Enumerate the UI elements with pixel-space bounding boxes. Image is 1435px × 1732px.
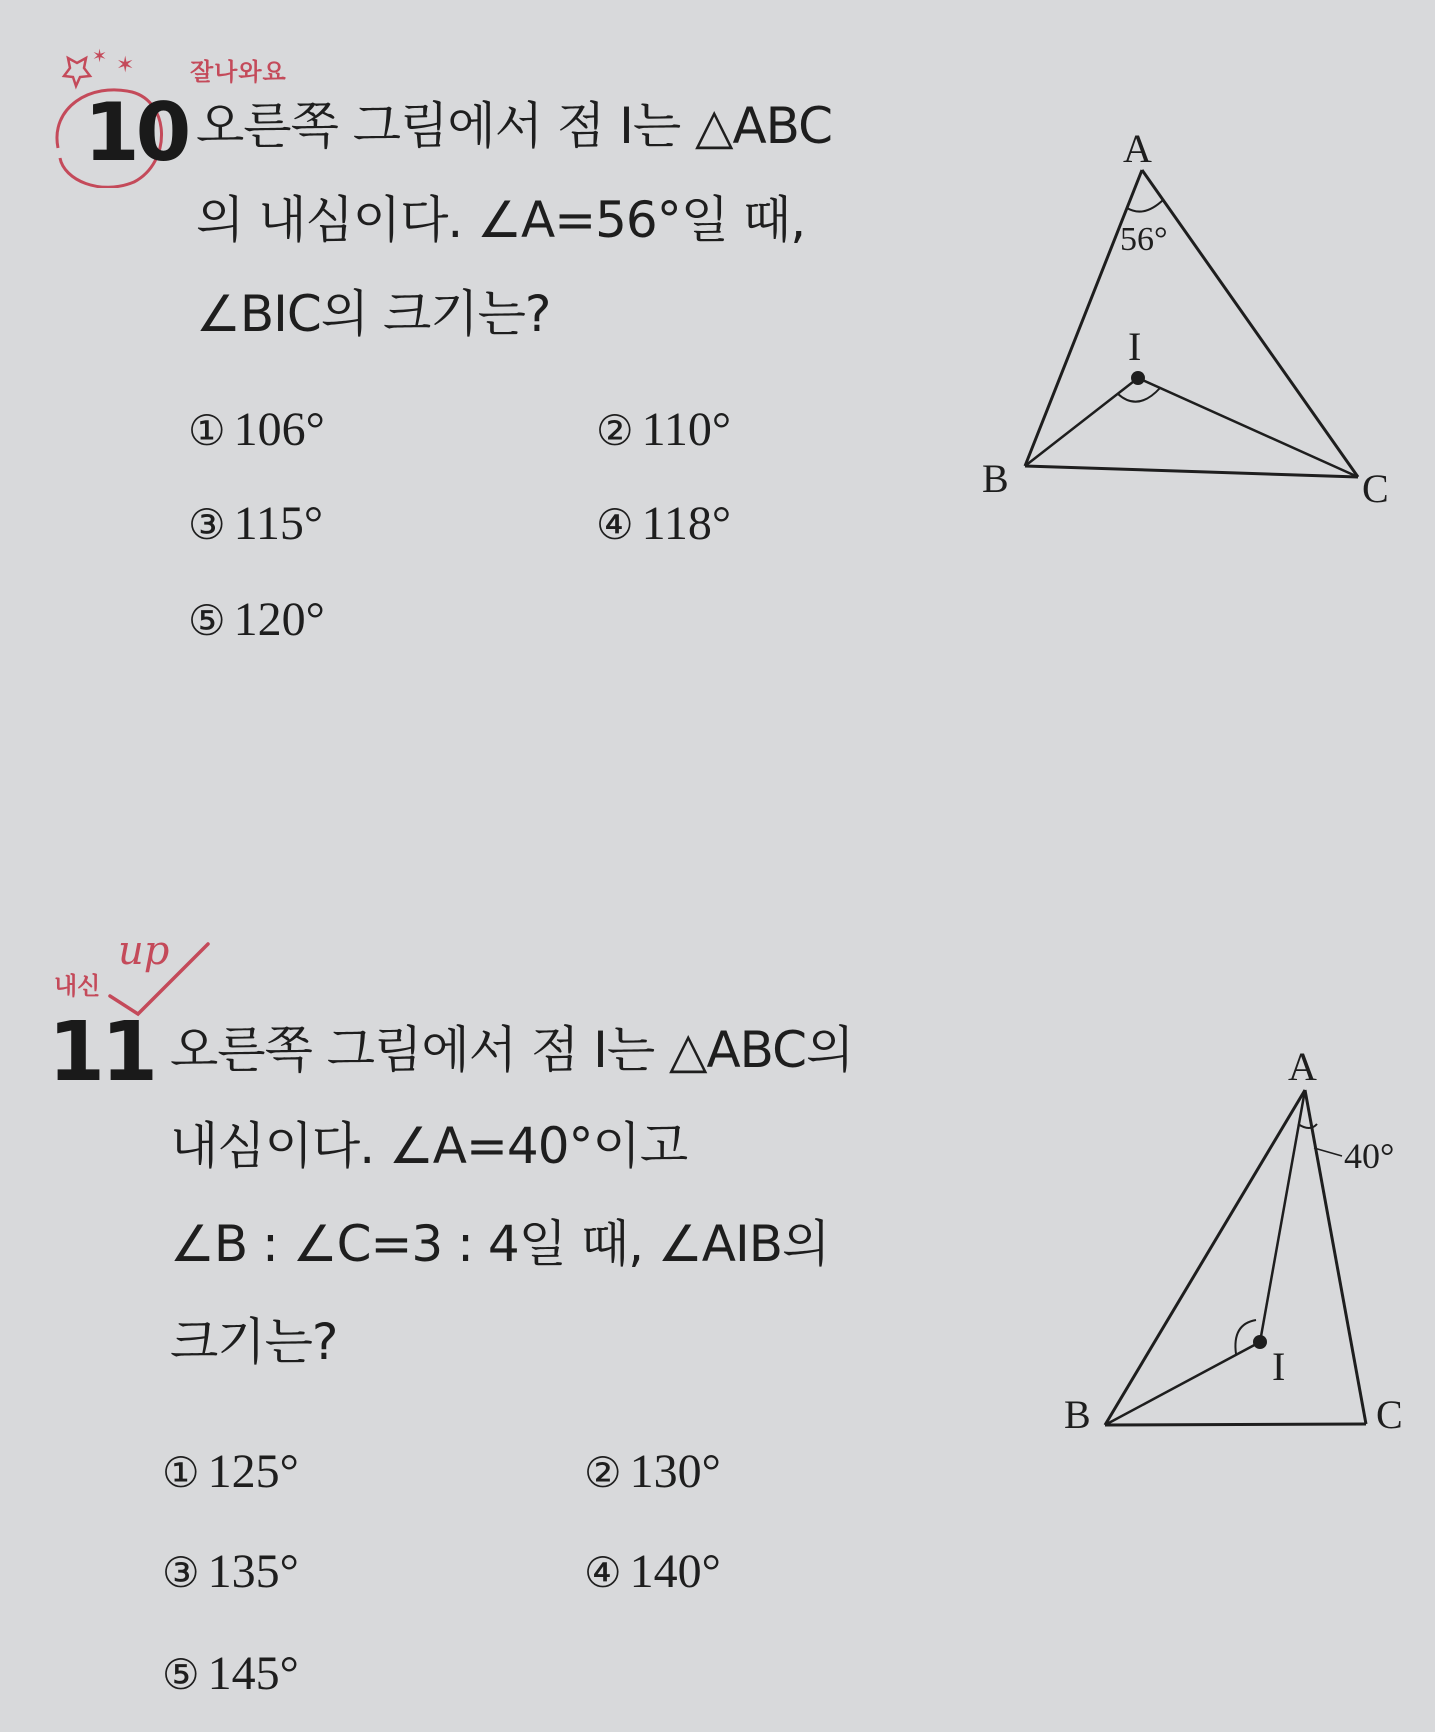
choice-3[interactable] bbox=[188, 496, 323, 553]
choice-4[interactable] bbox=[596, 496, 731, 553]
angle-a-label: 40° bbox=[1344, 1136, 1395, 1176]
problem-number: 10 bbox=[84, 86, 188, 179]
choice-value: 130° bbox=[629, 1445, 721, 1498]
angle-a-label: 56° bbox=[1120, 221, 1168, 258]
choice-mark: ② bbox=[584, 1448, 622, 1497]
vertex-label-b: B bbox=[982, 456, 1009, 501]
question-line-3: ∠BIC의 크기는? bbox=[196, 285, 551, 343]
choice-mark: ② bbox=[596, 406, 634, 455]
choice-mark: ⑤ bbox=[162, 1650, 200, 1699]
vertex-label-c: C bbox=[1376, 1392, 1403, 1437]
incenter-point bbox=[1131, 371, 1145, 385]
vertex-label-a: A bbox=[1288, 1044, 1317, 1089]
badge-up: up bbox=[118, 928, 170, 974]
badge-frequent: 잘나와요 bbox=[190, 58, 287, 86]
svg-text:✶: ✶ bbox=[116, 53, 135, 78]
question-line-2: 내심이다. ∠A=40°이고 bbox=[170, 1117, 688, 1175]
choice-value: 115° bbox=[233, 497, 324, 550]
badge-naesin: 내신 bbox=[54, 972, 101, 1000]
vertex-label-b: B bbox=[1064, 1392, 1091, 1437]
choice-mark: ③ bbox=[188, 500, 226, 549]
choice-value: 120° bbox=[233, 593, 325, 646]
choice-value: 106° bbox=[233, 403, 325, 456]
question-line-4: 크기는? bbox=[170, 1313, 338, 1371]
angle-a-arc bbox=[1298, 1124, 1317, 1128]
choice-3[interactable] bbox=[162, 1544, 299, 1601]
question-line-1: 오른쪽 그림에서 점 I는 △ABC의 bbox=[170, 1021, 854, 1079]
choice-5[interactable] bbox=[188, 592, 325, 649]
question-line-2: 의 내심이다. ∠A=56°일 때, bbox=[196, 191, 806, 249]
choice-mark: ④ bbox=[584, 1548, 622, 1597]
choice-4[interactable] bbox=[584, 1544, 721, 1601]
vertex-label-c: C bbox=[1362, 466, 1389, 511]
problem-number: 11 bbox=[48, 1005, 155, 1100]
choice-mark: ⑤ bbox=[188, 596, 226, 645]
choice-value: 125° bbox=[207, 1445, 299, 1498]
choice-value: 110° bbox=[641, 403, 732, 456]
choice-1[interactable] bbox=[162, 1444, 299, 1501]
triangle-figure bbox=[960, 120, 1400, 520]
incenter-label: I bbox=[1128, 324, 1142, 369]
choice-2[interactable] bbox=[584, 1444, 721, 1501]
choice-2[interactable] bbox=[596, 402, 731, 459]
choice-5[interactable] bbox=[162, 1646, 299, 1703]
choice-value: 145° bbox=[207, 1647, 299, 1700]
choice-value: 118° bbox=[641, 497, 732, 550]
choice-mark: ④ bbox=[596, 500, 634, 549]
incenter-point bbox=[1253, 1335, 1267, 1349]
angle-a-arc bbox=[1127, 200, 1163, 212]
question-line-3: ∠B : ∠C=3 : 4일 때, ∠AIB의 bbox=[170, 1215, 830, 1273]
choice-value: 140° bbox=[629, 1545, 721, 1598]
choice-value: 135° bbox=[207, 1545, 299, 1598]
side-bc bbox=[1105, 1424, 1366, 1425]
choice-1[interactable] bbox=[188, 402, 325, 459]
choice-mark: ③ bbox=[162, 1548, 200, 1597]
choice-mark: ① bbox=[162, 1448, 200, 1497]
problem-11 bbox=[0, 900, 1435, 1732]
side-bc bbox=[1025, 466, 1358, 477]
triangle-figure bbox=[1060, 1040, 1430, 1437]
choice-mark: ① bbox=[188, 406, 226, 455]
svg-text:✶: ✶ bbox=[92, 46, 108, 67]
vertex-label-a: A bbox=[1123, 126, 1152, 171]
side-ac bbox=[1142, 170, 1358, 477]
incenter-label: I bbox=[1272, 1344, 1286, 1389]
question-line-1: 오른쪽 그림에서 점 I는 △ABC bbox=[196, 97, 833, 155]
